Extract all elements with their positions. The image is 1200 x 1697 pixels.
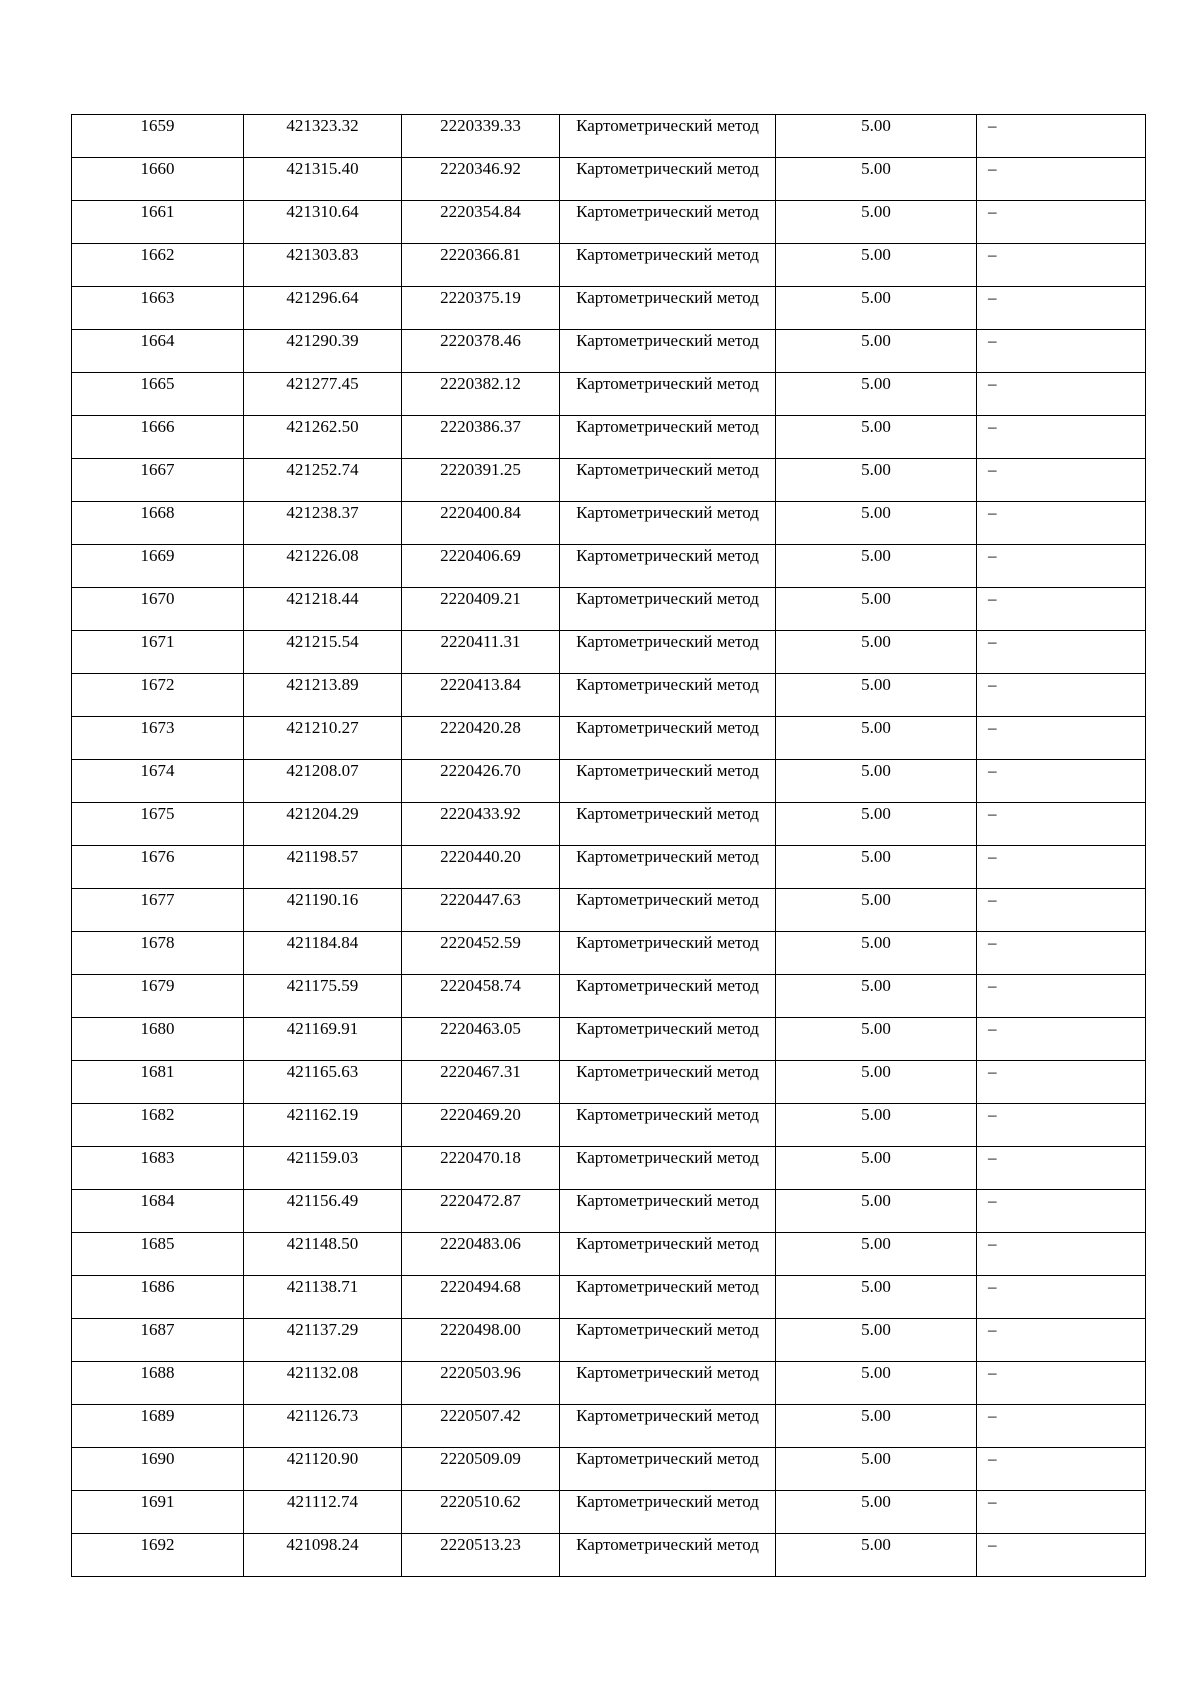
- accuracy-cell: 5.00: [776, 1276, 977, 1319]
- method-cell: Картометрический метод: [560, 631, 776, 674]
- y-coordinate-cell: 2220447.63: [402, 889, 560, 932]
- method-cell: Картометрический метод: [560, 1190, 776, 1233]
- x-coordinate-cell: 421296.64: [244, 287, 402, 330]
- accuracy-cell: 5.00: [776, 1319, 977, 1362]
- table-row: [72, 373, 1146, 416]
- x-coordinate-cell: 421303.83: [244, 244, 402, 287]
- table-row: [72, 1190, 1146, 1233]
- method-cell: Картометрический метод: [560, 115, 776, 158]
- y-coordinate-cell: 2220469.20: [402, 1104, 560, 1147]
- note-cell: –: [977, 1534, 1146, 1577]
- method-cell: Картометрический метод: [560, 674, 776, 717]
- note-cell: –: [977, 1061, 1146, 1104]
- method-cell: Картометрический метод: [560, 416, 776, 459]
- point-number-cell: 1686: [72, 1276, 244, 1319]
- accuracy-cell: 5.00: [776, 588, 977, 631]
- x-coordinate-cell: 421213.89: [244, 674, 402, 717]
- accuracy-cell: 5.00: [776, 201, 977, 244]
- x-coordinate-cell: 421162.19: [244, 1104, 402, 1147]
- accuracy-cell: 5.00: [776, 287, 977, 330]
- accuracy-cell: 5.00: [776, 158, 977, 201]
- point-number-cell: 1674: [72, 760, 244, 803]
- y-coordinate-cell: 2220440.20: [402, 846, 560, 889]
- y-coordinate-cell: 2220411.31: [402, 631, 560, 674]
- accuracy-cell: 5.00: [776, 674, 977, 717]
- table-row: [72, 674, 1146, 717]
- accuracy-cell: 5.00: [776, 1018, 977, 1061]
- table-row: [72, 502, 1146, 545]
- y-coordinate-cell: 2220458.74: [402, 975, 560, 1018]
- accuracy-cell: 5.00: [776, 760, 977, 803]
- accuracy-cell: 5.00: [776, 1362, 977, 1405]
- table-row: [72, 1405, 1146, 1448]
- method-cell: Картометрический метод: [560, 1534, 776, 1577]
- table-row: [72, 201, 1146, 244]
- note-cell: –: [977, 201, 1146, 244]
- accuracy-cell: 5.00: [776, 631, 977, 674]
- method-cell: Картометрический метод: [560, 244, 776, 287]
- note-cell: –: [977, 889, 1146, 932]
- accuracy-cell: 5.00: [776, 244, 977, 287]
- point-number-cell: 1668: [72, 502, 244, 545]
- point-number-cell: 1690: [72, 1448, 244, 1491]
- table-row: [72, 1362, 1146, 1405]
- accuracy-cell: 5.00: [776, 115, 977, 158]
- point-number-cell: 1687: [72, 1319, 244, 1362]
- x-coordinate-cell: 421310.64: [244, 201, 402, 244]
- method-cell: Картометрический метод: [560, 373, 776, 416]
- accuracy-cell: 5.00: [776, 1147, 977, 1190]
- accuracy-cell: 5.00: [776, 1448, 977, 1491]
- y-coordinate-cell: 2220507.42: [402, 1405, 560, 1448]
- table-row: [72, 1534, 1146, 1577]
- method-cell: Картометрический метод: [560, 1061, 776, 1104]
- point-number-cell: 1673: [72, 717, 244, 760]
- method-cell: Картометрический метод: [560, 760, 776, 803]
- x-coordinate-cell: 421169.91: [244, 1018, 402, 1061]
- method-cell: Картометрический метод: [560, 1362, 776, 1405]
- accuracy-cell: 5.00: [776, 1534, 977, 1577]
- point-number-cell: 1675: [72, 803, 244, 846]
- accuracy-cell: 5.00: [776, 502, 977, 545]
- note-cell: –: [977, 1190, 1146, 1233]
- table-row: [72, 244, 1146, 287]
- y-coordinate-cell: 2220463.05: [402, 1018, 560, 1061]
- table-row: [72, 932, 1146, 975]
- table-row: [72, 1491, 1146, 1534]
- coordinates-table: [71, 114, 1146, 1577]
- y-coordinate-cell: 2220494.68: [402, 1276, 560, 1319]
- accuracy-cell: 5.00: [776, 545, 977, 588]
- point-number-cell: 1680: [72, 1018, 244, 1061]
- note-cell: –: [977, 760, 1146, 803]
- y-coordinate-cell: 2220354.84: [402, 201, 560, 244]
- note-cell: –: [977, 287, 1146, 330]
- x-coordinate-cell: 421156.49: [244, 1190, 402, 1233]
- method-cell: Картометрический метод: [560, 846, 776, 889]
- table-row: [72, 1276, 1146, 1319]
- point-number-cell: 1682: [72, 1104, 244, 1147]
- method-cell: Картометрический метод: [560, 975, 776, 1018]
- note-cell: –: [977, 1233, 1146, 1276]
- x-coordinate-cell: 421148.50: [244, 1233, 402, 1276]
- table-row: [72, 889, 1146, 932]
- x-coordinate-cell: 421190.16: [244, 889, 402, 932]
- x-coordinate-cell: 421198.57: [244, 846, 402, 889]
- method-cell: Картометрический метод: [560, 1276, 776, 1319]
- point-number-cell: 1671: [72, 631, 244, 674]
- note-cell: –: [977, 502, 1146, 545]
- x-coordinate-cell: 421126.73: [244, 1405, 402, 1448]
- method-cell: Картометрический метод: [560, 1018, 776, 1061]
- table-row: [72, 760, 1146, 803]
- table-row: [72, 1018, 1146, 1061]
- note-cell: –: [977, 975, 1146, 1018]
- note-cell: –: [977, 373, 1146, 416]
- note-cell: –: [977, 1104, 1146, 1147]
- x-coordinate-cell: 421120.90: [244, 1448, 402, 1491]
- table-row: [72, 287, 1146, 330]
- note-cell: –: [977, 1147, 1146, 1190]
- point-number-cell: 1666: [72, 416, 244, 459]
- point-number-cell: 1689: [72, 1405, 244, 1448]
- note-cell: –: [977, 244, 1146, 287]
- method-cell: Картометрический метод: [560, 717, 776, 760]
- note-cell: –: [977, 588, 1146, 631]
- x-coordinate-cell: 421277.45: [244, 373, 402, 416]
- y-coordinate-cell: 2220433.92: [402, 803, 560, 846]
- y-coordinate-cell: 2220452.59: [402, 932, 560, 975]
- x-coordinate-cell: 421112.74: [244, 1491, 402, 1534]
- x-coordinate-cell: 421252.74: [244, 459, 402, 502]
- point-number-cell: 1660: [72, 158, 244, 201]
- method-cell: Картометрический метод: [560, 1405, 776, 1448]
- accuracy-cell: 5.00: [776, 846, 977, 889]
- note-cell: –: [977, 803, 1146, 846]
- x-coordinate-cell: 421138.71: [244, 1276, 402, 1319]
- point-number-cell: 1662: [72, 244, 244, 287]
- x-coordinate-cell: 421290.39: [244, 330, 402, 373]
- method-cell: Картометрический метод: [560, 1104, 776, 1147]
- y-coordinate-cell: 2220382.12: [402, 373, 560, 416]
- y-coordinate-cell: 2220503.96: [402, 1362, 560, 1405]
- method-cell: Картометрический метод: [560, 1147, 776, 1190]
- note-cell: –: [977, 932, 1146, 975]
- table-row: [72, 846, 1146, 889]
- point-number-cell: 1681: [72, 1061, 244, 1104]
- accuracy-cell: 5.00: [776, 975, 977, 1018]
- x-coordinate-cell: 421175.59: [244, 975, 402, 1018]
- x-coordinate-cell: 421315.40: [244, 158, 402, 201]
- accuracy-cell: 5.00: [776, 416, 977, 459]
- point-number-cell: 1667: [72, 459, 244, 502]
- point-number-cell: 1672: [72, 674, 244, 717]
- point-number-cell: 1683: [72, 1147, 244, 1190]
- y-coordinate-cell: 2220378.46: [402, 330, 560, 373]
- table-row: [72, 1319, 1146, 1362]
- table-row: [72, 330, 1146, 373]
- table-row: [72, 1061, 1146, 1104]
- note-cell: –: [977, 631, 1146, 674]
- note-cell: –: [977, 416, 1146, 459]
- point-number-cell: 1688: [72, 1362, 244, 1405]
- y-coordinate-cell: 2220513.23: [402, 1534, 560, 1577]
- table-row: [72, 1147, 1146, 1190]
- method-cell: Картометрический метод: [560, 1491, 776, 1534]
- note-cell: –: [977, 1276, 1146, 1319]
- point-number-cell: 1670: [72, 588, 244, 631]
- point-number-cell: 1664: [72, 330, 244, 373]
- note-cell: –: [977, 545, 1146, 588]
- y-coordinate-cell: 2220413.84: [402, 674, 560, 717]
- y-coordinate-cell: 2220483.06: [402, 1233, 560, 1276]
- point-number-cell: 1661: [72, 201, 244, 244]
- x-coordinate-cell: 421165.63: [244, 1061, 402, 1104]
- note-cell: –: [977, 115, 1146, 158]
- x-coordinate-cell: 421262.50: [244, 416, 402, 459]
- method-cell: Картометрический метод: [560, 459, 776, 502]
- point-number-cell: 1665: [72, 373, 244, 416]
- y-coordinate-cell: 2220406.69: [402, 545, 560, 588]
- note-cell: –: [977, 846, 1146, 889]
- method-cell: Картометрический метод: [560, 1319, 776, 1362]
- note-cell: –: [977, 1448, 1146, 1491]
- accuracy-cell: 5.00: [776, 932, 977, 975]
- table-row: [72, 717, 1146, 760]
- y-coordinate-cell: 2220426.70: [402, 760, 560, 803]
- point-number-cell: 1679: [72, 975, 244, 1018]
- method-cell: Картометрический метод: [560, 502, 776, 545]
- accuracy-cell: 5.00: [776, 1491, 977, 1534]
- y-coordinate-cell: 2220391.25: [402, 459, 560, 502]
- note-cell: –: [977, 674, 1146, 717]
- method-cell: Картометрический метод: [560, 330, 776, 373]
- x-coordinate-cell: 421137.29: [244, 1319, 402, 1362]
- accuracy-cell: 5.00: [776, 459, 977, 502]
- accuracy-cell: 5.00: [776, 330, 977, 373]
- point-number-cell: 1692: [72, 1534, 244, 1577]
- x-coordinate-cell: 421323.32: [244, 115, 402, 158]
- point-number-cell: 1677: [72, 889, 244, 932]
- y-coordinate-cell: 2220409.21: [402, 588, 560, 631]
- point-number-cell: 1678: [72, 932, 244, 975]
- accuracy-cell: 5.00: [776, 803, 977, 846]
- y-coordinate-cell: 2220346.92: [402, 158, 560, 201]
- table-row: [72, 459, 1146, 502]
- point-number-cell: 1663: [72, 287, 244, 330]
- accuracy-cell: 5.00: [776, 1104, 977, 1147]
- method-cell: Картометрический метод: [560, 201, 776, 244]
- method-cell: Картометрический метод: [560, 287, 776, 330]
- accuracy-cell: 5.00: [776, 373, 977, 416]
- y-coordinate-cell: 2220472.87: [402, 1190, 560, 1233]
- table-row: [72, 1448, 1146, 1491]
- note-cell: –: [977, 1491, 1146, 1534]
- x-coordinate-cell: 421159.03: [244, 1147, 402, 1190]
- table-row: [72, 975, 1146, 1018]
- y-coordinate-cell: 2220386.37: [402, 416, 560, 459]
- point-number-cell: 1669: [72, 545, 244, 588]
- y-coordinate-cell: 2220420.28: [402, 717, 560, 760]
- note-cell: –: [977, 330, 1146, 373]
- note-cell: –: [977, 1405, 1146, 1448]
- x-coordinate-cell: 421204.29: [244, 803, 402, 846]
- method-cell: Картометрический метод: [560, 545, 776, 588]
- point-number-cell: 1684: [72, 1190, 244, 1233]
- point-number-cell: 1659: [72, 115, 244, 158]
- accuracy-cell: 5.00: [776, 1233, 977, 1276]
- y-coordinate-cell: 2220509.09: [402, 1448, 560, 1491]
- method-cell: Картометрический метод: [560, 932, 776, 975]
- coordinates-table-body: [72, 115, 1146, 1577]
- x-coordinate-cell: 421238.37: [244, 502, 402, 545]
- point-number-cell: 1676: [72, 846, 244, 889]
- method-cell: Картометрический метод: [560, 889, 776, 932]
- note-cell: –: [977, 1362, 1146, 1405]
- note-cell: –: [977, 1319, 1146, 1362]
- table-row: [72, 1104, 1146, 1147]
- x-coordinate-cell: 421218.44: [244, 588, 402, 631]
- table-row: [72, 158, 1146, 201]
- method-cell: Картометрический метод: [560, 1233, 776, 1276]
- note-cell: –: [977, 717, 1146, 760]
- method-cell: Картометрический метод: [560, 1448, 776, 1491]
- y-coordinate-cell: 2220339.33: [402, 115, 560, 158]
- point-number-cell: 1685: [72, 1233, 244, 1276]
- y-coordinate-cell: 2220400.84: [402, 502, 560, 545]
- accuracy-cell: 5.00: [776, 889, 977, 932]
- table-row: [72, 416, 1146, 459]
- x-coordinate-cell: 421215.54: [244, 631, 402, 674]
- x-coordinate-cell: 421210.27: [244, 717, 402, 760]
- table-row: [72, 115, 1146, 158]
- x-coordinate-cell: 421132.08: [244, 1362, 402, 1405]
- x-coordinate-cell: 421098.24: [244, 1534, 402, 1577]
- y-coordinate-cell: 2220498.00: [402, 1319, 560, 1362]
- method-cell: Картометрический метод: [560, 803, 776, 846]
- method-cell: Картометрический метод: [560, 588, 776, 631]
- y-coordinate-cell: 2220366.81: [402, 244, 560, 287]
- accuracy-cell: 5.00: [776, 1190, 977, 1233]
- accuracy-cell: 5.00: [776, 717, 977, 760]
- table-row: [72, 631, 1146, 674]
- accuracy-cell: 5.00: [776, 1405, 977, 1448]
- note-cell: –: [977, 1018, 1146, 1061]
- x-coordinate-cell: 421208.07: [244, 760, 402, 803]
- table-row: [72, 803, 1146, 846]
- method-cell: Картометрический метод: [560, 158, 776, 201]
- y-coordinate-cell: 2220510.62: [402, 1491, 560, 1534]
- x-coordinate-cell: 421226.08: [244, 545, 402, 588]
- accuracy-cell: 5.00: [776, 1061, 977, 1104]
- note-cell: –: [977, 459, 1146, 502]
- y-coordinate-cell: 2220467.31: [402, 1061, 560, 1104]
- y-coordinate-cell: 2220375.19: [402, 287, 560, 330]
- point-number-cell: 1691: [72, 1491, 244, 1534]
- table-row: [72, 1233, 1146, 1276]
- y-coordinate-cell: 2220470.18: [402, 1147, 560, 1190]
- table-row: [72, 545, 1146, 588]
- note-cell: –: [977, 158, 1146, 201]
- table-row: [72, 588, 1146, 631]
- x-coordinate-cell: 421184.84: [244, 932, 402, 975]
